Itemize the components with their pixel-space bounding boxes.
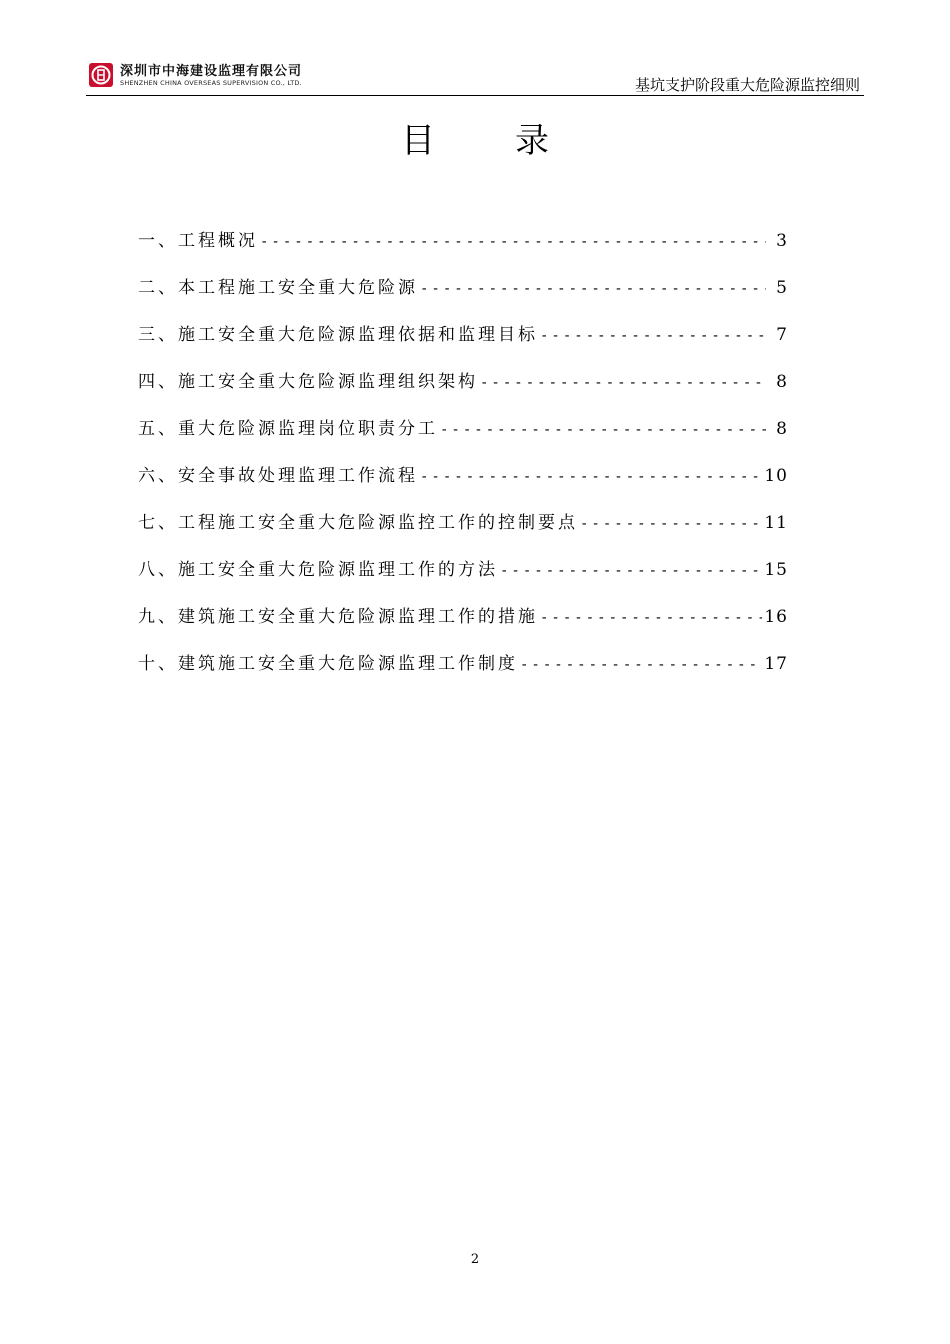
toc-entry-page: 11 — [764, 513, 788, 533]
toc-entry-label: 十、建筑施工安全重大危险源监理工作制度 — [138, 654, 518, 674]
toc-entry-label: 九、建筑施工安全重大危险源监理工作的措施 — [138, 607, 538, 627]
toc-entry[interactable] — [138, 369, 788, 416]
toc-entry-label: 一、工程概况 — [138, 231, 258, 251]
header-divider — [86, 95, 864, 96]
toc-entry[interactable] — [138, 604, 788, 651]
toc-entry-label: 四、施工安全重大危险源监理组织架构 — [138, 372, 478, 392]
toc-entry-page: 8 — [776, 372, 788, 392]
toc-entry-page: 3 — [776, 231, 788, 251]
toc-entry[interactable] — [138, 416, 788, 463]
toc-entry[interactable] — [138, 228, 788, 275]
toc-dot-leader — [540, 604, 762, 630]
toc-dot-leader — [420, 463, 762, 489]
toc-entry-page: 16 — [764, 607, 788, 627]
toc-dot-leader — [480, 369, 766, 395]
toc-entry-label: 三、施工安全重大危险源监理依据和监理目标 — [138, 325, 538, 345]
toc-entry-label: 七、工程施工安全重大危险源监控工作的控制要点 — [138, 513, 578, 533]
toc-entry-page: 10 — [764, 466, 788, 486]
toc-entry[interactable] — [138, 557, 788, 604]
page-header — [88, 58, 868, 92]
toc-entry-label: 二、本工程施工安全重大危险源 — [138, 278, 418, 298]
toc-entry[interactable] — [138, 275, 788, 322]
toc-dot-leader — [420, 275, 766, 301]
company-logo — [88, 60, 328, 92]
toc-entry-page: 8 — [776, 419, 788, 439]
toc-dot-leader — [440, 416, 766, 442]
toc-entry-label: 五、重大危险源监理岗位职责分工 — [138, 419, 438, 439]
toc-dot-leader — [540, 322, 766, 348]
company-name-cn: 深圳市中海建设监理有限公司 — [120, 64, 303, 79]
toc-dot-leader — [260, 228, 766, 254]
page-number: 2 — [470, 1252, 480, 1267]
toc-entry-page: 15 — [764, 560, 788, 580]
company-name-en: SHENZHEN CHINA OVERSEAS SUPERVISION CO., LTD. — [120, 79, 302, 87]
toc-entry[interactable] — [138, 463, 788, 510]
toc-entry-label: 八、施工安全重大危险源监理工作的方法 — [138, 560, 498, 580]
toc-dot-leader — [520, 651, 762, 677]
document-title: 基坑支护阶段重大危险源监控细则 — [634, 76, 860, 94]
toc-dot-leader — [500, 557, 762, 583]
table-of-contents — [138, 228, 788, 698]
toc-entry[interactable] — [138, 510, 788, 557]
company-logo-icon — [88, 62, 114, 88]
toc-entry[interactable] — [138, 651, 788, 698]
toc-entry-page: 17 — [764, 654, 788, 674]
toc-heading: 目录 — [401, 121, 629, 161]
toc-entry-label: 六、安全事故处理监理工作流程 — [138, 466, 418, 486]
toc-entry-page: 7 — [776, 325, 788, 345]
toc-entry-page: 5 — [776, 278, 788, 298]
toc-dot-leader — [580, 510, 762, 536]
toc-entry[interactable] — [138, 322, 788, 369]
